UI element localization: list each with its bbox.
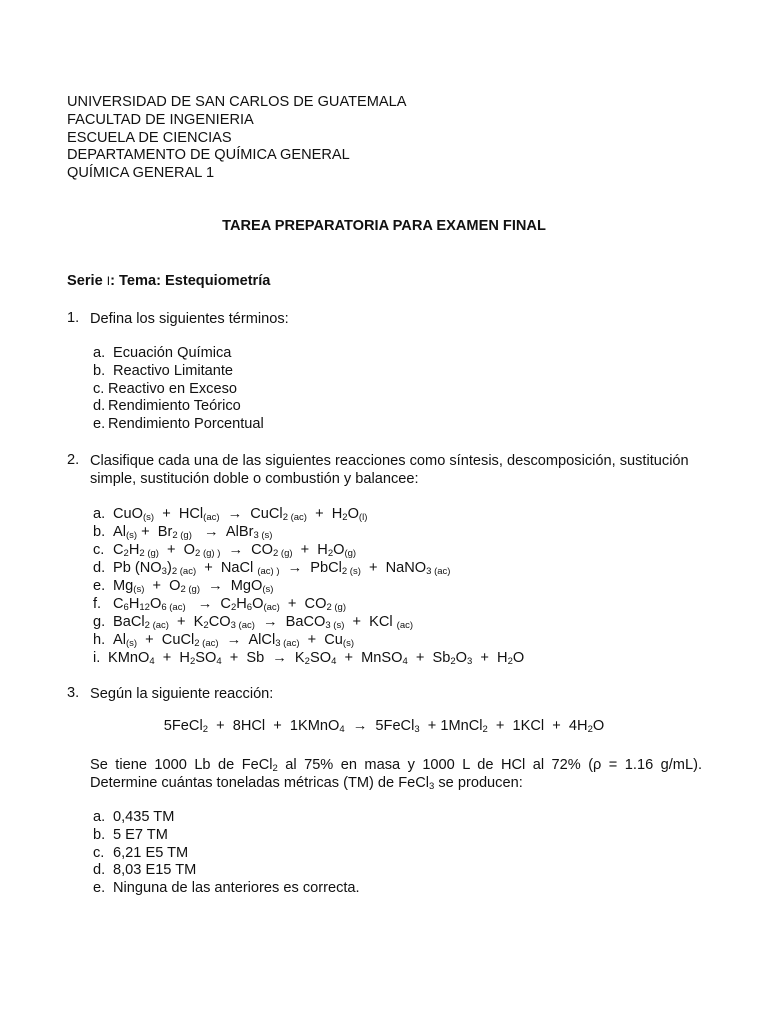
reaction-b: b. Al(s) + Br2 (g) → AlBr3 (s) (93, 524, 273, 541)
list-item: a. Ecuación Química (93, 345, 232, 361)
reaction-f: f. C6H12O6 (ac) → C2H6O(ac) + CO2 (g) (93, 596, 346, 613)
list-item: a. 0,435 TM (93, 809, 175, 825)
list-item: b. Reactivo Limitante (93, 362, 234, 379)
question-2-number: 2. (67, 452, 80, 468)
university-name: UNIVERSIDAD DE SAN CARLOS DE GUATEMALA (67, 94, 407, 110)
reaction-c: c. C2H2 (g) + O2 (g) ) → CO2 (g) + H2O(g) (93, 542, 357, 559)
list-item: e. Rendimiento Porcentual (93, 416, 264, 433)
list-item: d. Rendimiento Teórico (93, 398, 241, 415)
institution-header (67, 94, 407, 183)
list-item: e. Ninguna de las anteriores es correcta. (93, 880, 360, 897)
reaction-a: a. CuO(s) + HCl(ac) → CuCl2 (ac) + H2O(l) (93, 506, 368, 523)
list-item: c. 6,21 E5 TM (93, 844, 189, 861)
document-title: TAREA PREPARATORIA PARA EXAMEN FINAL (222, 218, 546, 234)
reaction-g: g. BaCl2 (ac) + K2CO3 (ac) → BaCO3 (s) + KCl (ac) (93, 614, 414, 631)
list-item: d. 8,03 E15 TM (93, 862, 197, 879)
reaction-d: d. Pb (NO3)2 (ac) + NaCl (ac) ) → PbCl2 (s) + NaNO3 (ac) (93, 560, 451, 577)
question-3-options (93, 809, 360, 898)
question-1-number: 1. (67, 310, 80, 326)
faculty-name: FACULTAD DE INGENIERIA (67, 111, 254, 128)
list-item: c. Reactivo en Exceso (93, 380, 237, 397)
reaction-e: e. Mg(s) + O2 (g) → MgO(s) (93, 578, 274, 595)
question-2-text: Clasifique cada una de las siguientes reacciones como síntesis, descomposición, sustitución simple, sustitución doble o combustión y balancee: (90, 453, 689, 487)
serie-prefix: Serie (67, 273, 107, 289)
reaction-equation: 5FeCl2 + 8HCl + 1KMnO4 → 5FeCl3 + 1MnCl2 + 1KCl + 4H2O (163, 718, 605, 735)
list-item: b. 5 E7 TM (93, 826, 168, 843)
serie-suffix: : Tema: Estequiometría (110, 273, 271, 289)
reaction-h: h. Al(s) + CuCl2 (ac) → AlCl3 (ac) + Cu(s) (93, 632, 354, 649)
section-heading (67, 273, 270, 289)
question-3-number: 3. (67, 685, 80, 701)
serie-roman: I (106, 274, 111, 288)
question-1-text: Defina los siguientes términos: (90, 311, 289, 327)
department-name: DEPARTAMENTO DE QUÍMICA GENERAL (67, 147, 350, 164)
school-name: ESCUELA DE CIENCIAS (67, 129, 232, 146)
reaction-list (93, 505, 524, 667)
question-1-options (93, 345, 264, 434)
question-3-paragraph: Se tiene 1000 Lb de FeCl2 al 75% en masa y 1000 L de HCl al 72% (ρ = 1.16 g/mL). Determine cuántas toneladas métricas (TM) de FeCl3 se producen: (90, 757, 702, 792)
course-name: QUÍMICA GENERAL 1 (67, 165, 215, 182)
reaction-i: i. KMnO4 + H2SO4 + Sb → K2SO4 + MnSO4 + Sb2O3 + H2O (93, 650, 525, 667)
question-3-text: Según la siguiente reacción: (90, 686, 274, 702)
